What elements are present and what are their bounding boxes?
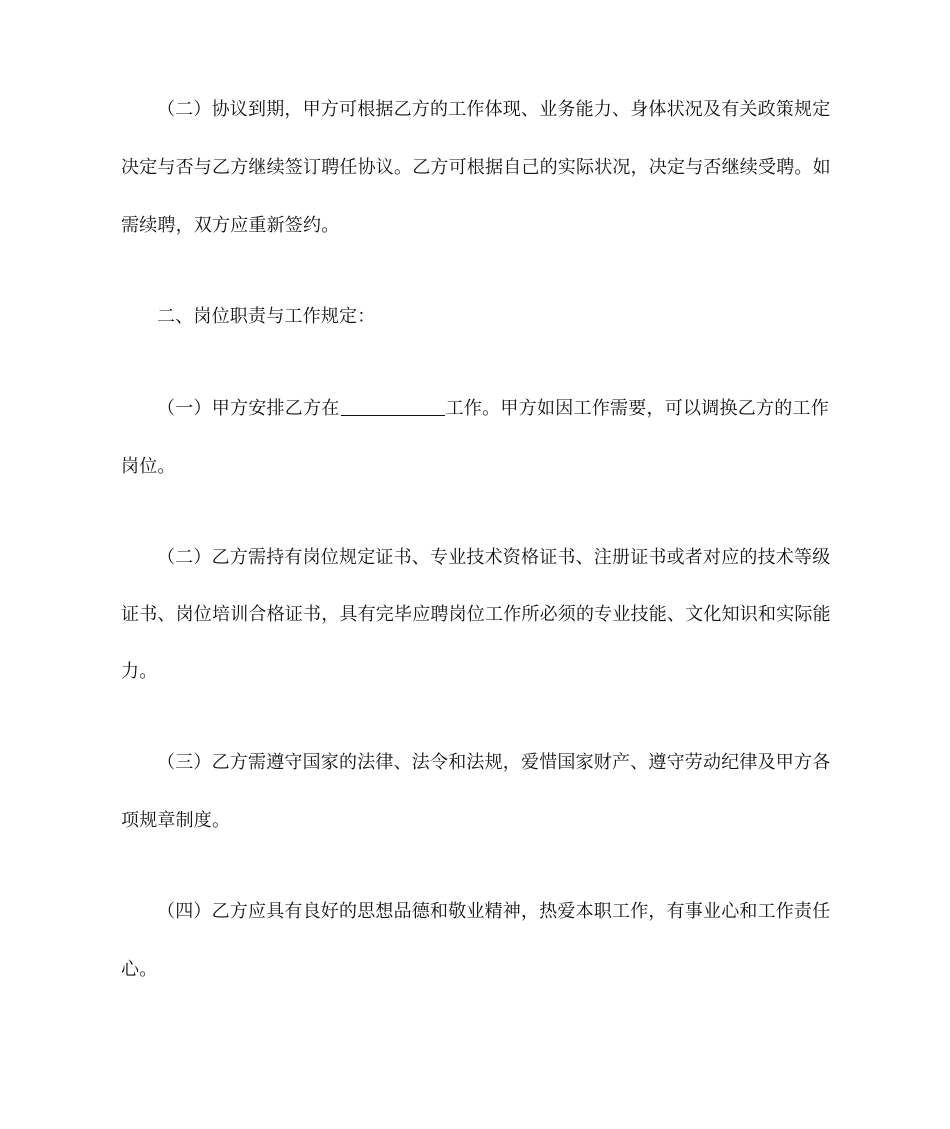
paragraph-line: （二）协议到期，甲方可根据乙方的工作体现、业务能力、身体状况及有关政策规定 — [157, 99, 831, 120]
paragraph-line: （三）乙方需遵守国家的法律、法令和法规，爱惜国家财产、遵守劳动纪律及甲方各 — [157, 752, 831, 773]
text-after-blank: 工作。甲方如因工作需要，可以调换乙方的工作 — [445, 398, 830, 419]
section-heading: 二、岗位职责与工作规定： — [157, 306, 376, 327]
paragraph-line: 项规章制度。 — [121, 810, 231, 831]
paragraph-line: （四）乙方应具有良好的思想品德和敬业精神，热爱本职工作，有事业心和工作责任 — [157, 901, 831, 922]
paragraph-line — [157, 396, 829, 422]
paragraph-line: （二）乙方需持有岗位规定证书、专业技术资格证书、注册证书或者对应的技术等级 — [157, 547, 831, 568]
text-before-blank: （一）甲方安排乙方在 — [157, 398, 340, 419]
paragraph-line: 证书、岗位培训合格证书，具有完毕应聘岗位工作所必须的专业技能、文化知识和实际能 — [121, 604, 831, 625]
paragraph-line: 需续聘，双方应重新签约。 — [121, 215, 340, 236]
fill-in-blank — [341, 397, 445, 416]
paragraph-line: 力。 — [121, 661, 158, 682]
paragraph-line: 决定与否与乙方继续签订聘任协议。乙方可根据自己的实际状况，决定与否继续受聘。如 — [121, 157, 831, 178]
paragraph-line: 心。 — [121, 959, 158, 980]
paragraph-line: 岗位。 — [121, 456, 176, 477]
